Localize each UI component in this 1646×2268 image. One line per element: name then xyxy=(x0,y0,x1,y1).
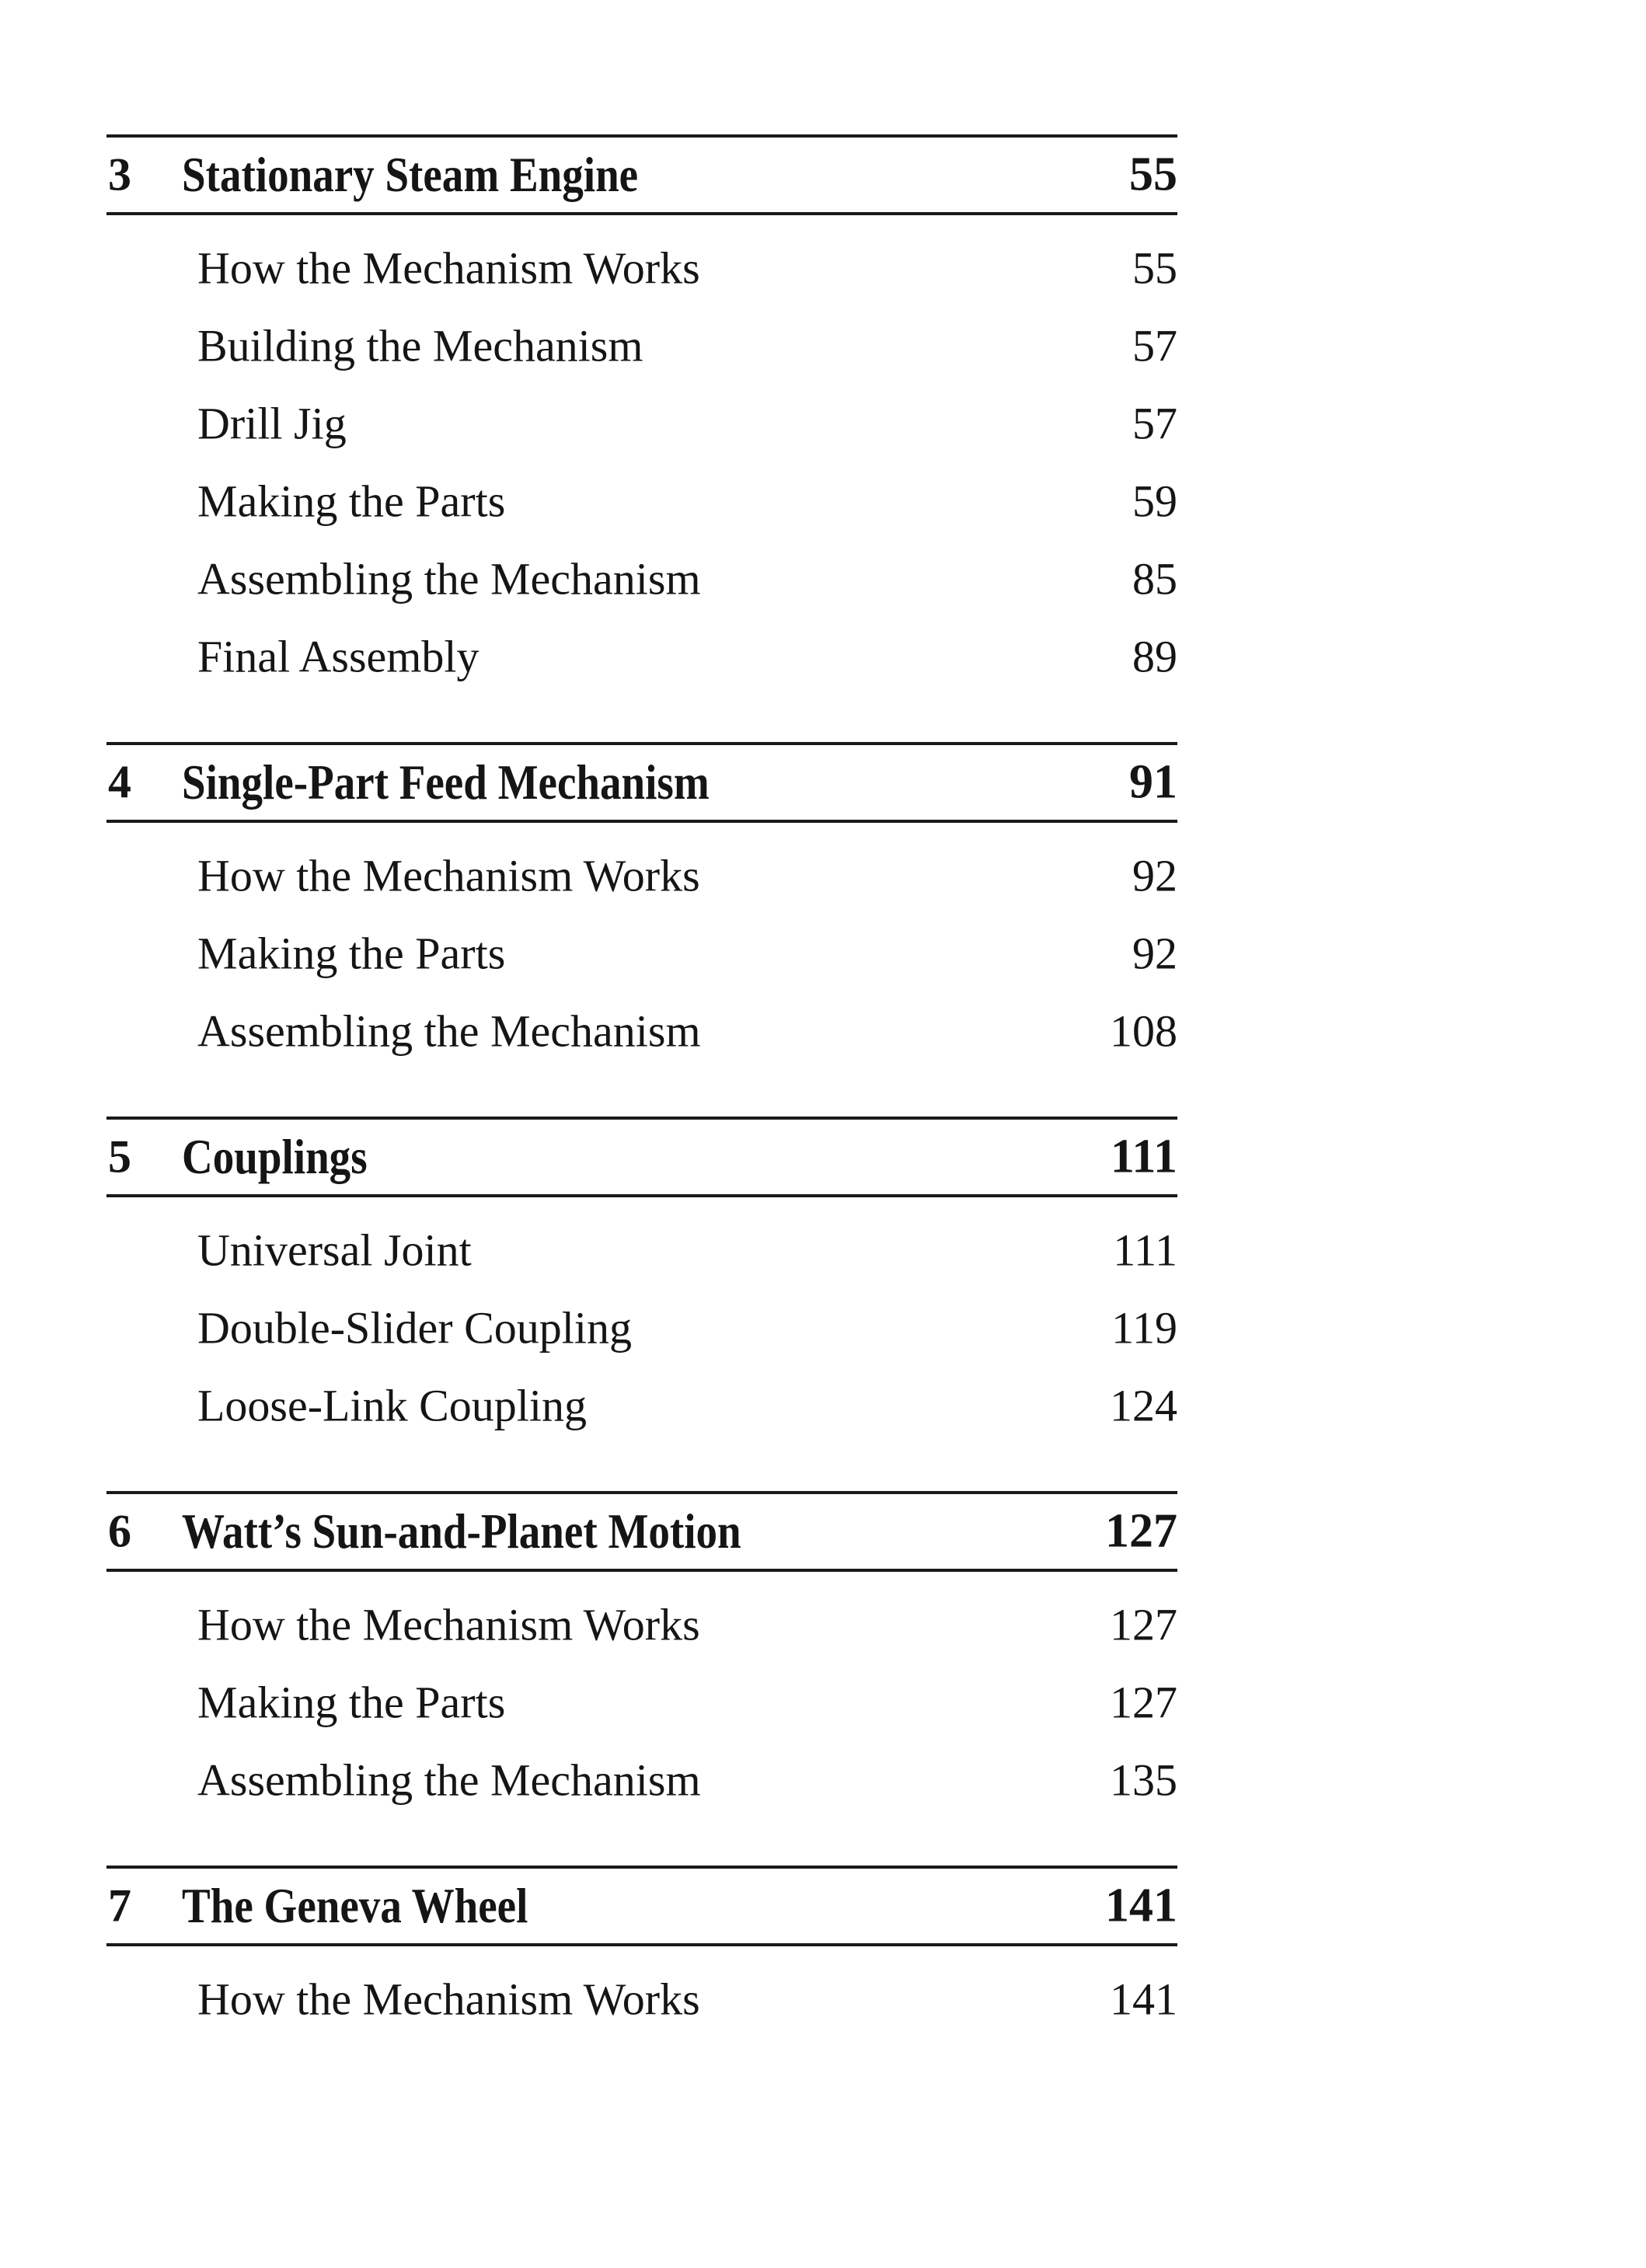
toc-entry xyxy=(106,1211,1177,1289)
entry-page-number: 89 xyxy=(1132,631,1177,682)
chapter-header xyxy=(106,1866,1177,1946)
entry-page-number: 141 xyxy=(1110,1974,1177,2025)
entry-title: Building the Mechanism xyxy=(197,320,643,371)
entry-page-number: 135 xyxy=(1110,1754,1177,1806)
entry-title: Double-Slider Coupling xyxy=(197,1302,633,1353)
toc-entry xyxy=(106,540,1177,618)
toc-entry xyxy=(106,1367,1177,1444)
chapter-page-number: 91 xyxy=(1129,755,1177,809)
entry-title: How the Mechanism Works xyxy=(197,1599,700,1650)
chapter-header xyxy=(106,1117,1177,1197)
toc-entry xyxy=(106,915,1177,992)
toc-entry xyxy=(106,618,1177,695)
entry-page-number: 127 xyxy=(1110,1677,1177,1728)
entry-page-number: 92 xyxy=(1132,928,1177,979)
entry-title: Assembling the Mechanism xyxy=(197,1754,701,1806)
chapter-title: The Geneva Wheel xyxy=(182,1878,528,1933)
chapter-number: 4 xyxy=(108,756,131,808)
entry-page-number: 59 xyxy=(1132,476,1177,527)
entry-title: Drill Jig xyxy=(197,398,347,449)
toc-entry xyxy=(106,462,1177,540)
chapter-7 xyxy=(106,1866,1177,2038)
entry-title: Assembling the Mechanism xyxy=(197,553,701,604)
toc-entry xyxy=(106,837,1177,915)
toc-entry xyxy=(106,1586,1177,1664)
chapter-page-number: 55 xyxy=(1129,148,1177,201)
chapter-number: 5 xyxy=(108,1131,131,1183)
entry-title: Universal Joint xyxy=(197,1225,472,1276)
chapter-5 xyxy=(106,1117,1177,1444)
entry-title: Loose-Link Coupling xyxy=(197,1380,588,1431)
toc-entry xyxy=(106,229,1177,307)
entry-page-number: 57 xyxy=(1132,320,1177,371)
chapter-3 xyxy=(106,134,1177,695)
chapter-title: Stationary Steam Engine xyxy=(182,147,639,202)
chapter-header xyxy=(106,1491,1177,1572)
toc-entry xyxy=(106,992,1177,1070)
chapter-6 xyxy=(106,1491,1177,1819)
table-of-contents xyxy=(106,134,1177,2085)
chapter-header xyxy=(106,134,1177,215)
entry-title: Assembling the Mechanism xyxy=(197,1005,701,1057)
section-list xyxy=(106,1197,1177,1444)
entry-title: How the Mechanism Works xyxy=(197,850,700,901)
toc-entry xyxy=(106,1741,1177,1819)
chapter-number: 6 xyxy=(108,1505,131,1557)
entry-page-number: 92 xyxy=(1132,850,1177,901)
entry-title: Making the Parts xyxy=(197,1677,506,1728)
entry-page-number: 119 xyxy=(1111,1302,1177,1353)
chapter-number: 3 xyxy=(108,148,131,200)
chapter-number: 7 xyxy=(108,1880,131,1932)
chapter-page-number: 141 xyxy=(1105,1879,1177,1932)
entry-page-number: 85 xyxy=(1132,553,1177,604)
toc-entry xyxy=(106,1664,1177,1741)
section-list xyxy=(106,1946,1177,2038)
section-list xyxy=(106,1572,1177,1819)
entry-page-number: 124 xyxy=(1110,1380,1177,1431)
toc-entry xyxy=(106,1289,1177,1367)
entry-title: Making the Parts xyxy=(197,928,506,979)
chapter-header xyxy=(106,742,1177,823)
chapter-page-number: 127 xyxy=(1105,1504,1177,1558)
entry-title: How the Mechanism Works xyxy=(197,1974,700,2025)
entry-title: Final Assembly xyxy=(197,631,480,682)
chapter-page-number: 111 xyxy=(1110,1130,1177,1183)
entry-title: Making the Parts xyxy=(197,476,506,527)
chapter-4 xyxy=(106,742,1177,1070)
entry-page-number: 111 xyxy=(1113,1225,1177,1276)
toc-entry xyxy=(106,1960,1177,2038)
chapter-title: Single-Part Feed Mechanism xyxy=(182,754,710,810)
section-list xyxy=(106,215,1177,695)
chapter-title: Couplings xyxy=(182,1129,368,1184)
toc-entry xyxy=(106,307,1177,385)
toc-entry xyxy=(106,385,1177,462)
entry-page-number: 127 xyxy=(1110,1599,1177,1650)
entry-title: How the Mechanism Works xyxy=(197,242,700,294)
entry-page-number: 108 xyxy=(1110,1005,1177,1057)
section-list xyxy=(106,823,1177,1070)
entry-page-number: 57 xyxy=(1132,398,1177,449)
chapter-title: Watt’s Sun-and-Planet Motion xyxy=(182,1503,741,1559)
entry-page-number: 55 xyxy=(1132,242,1177,294)
